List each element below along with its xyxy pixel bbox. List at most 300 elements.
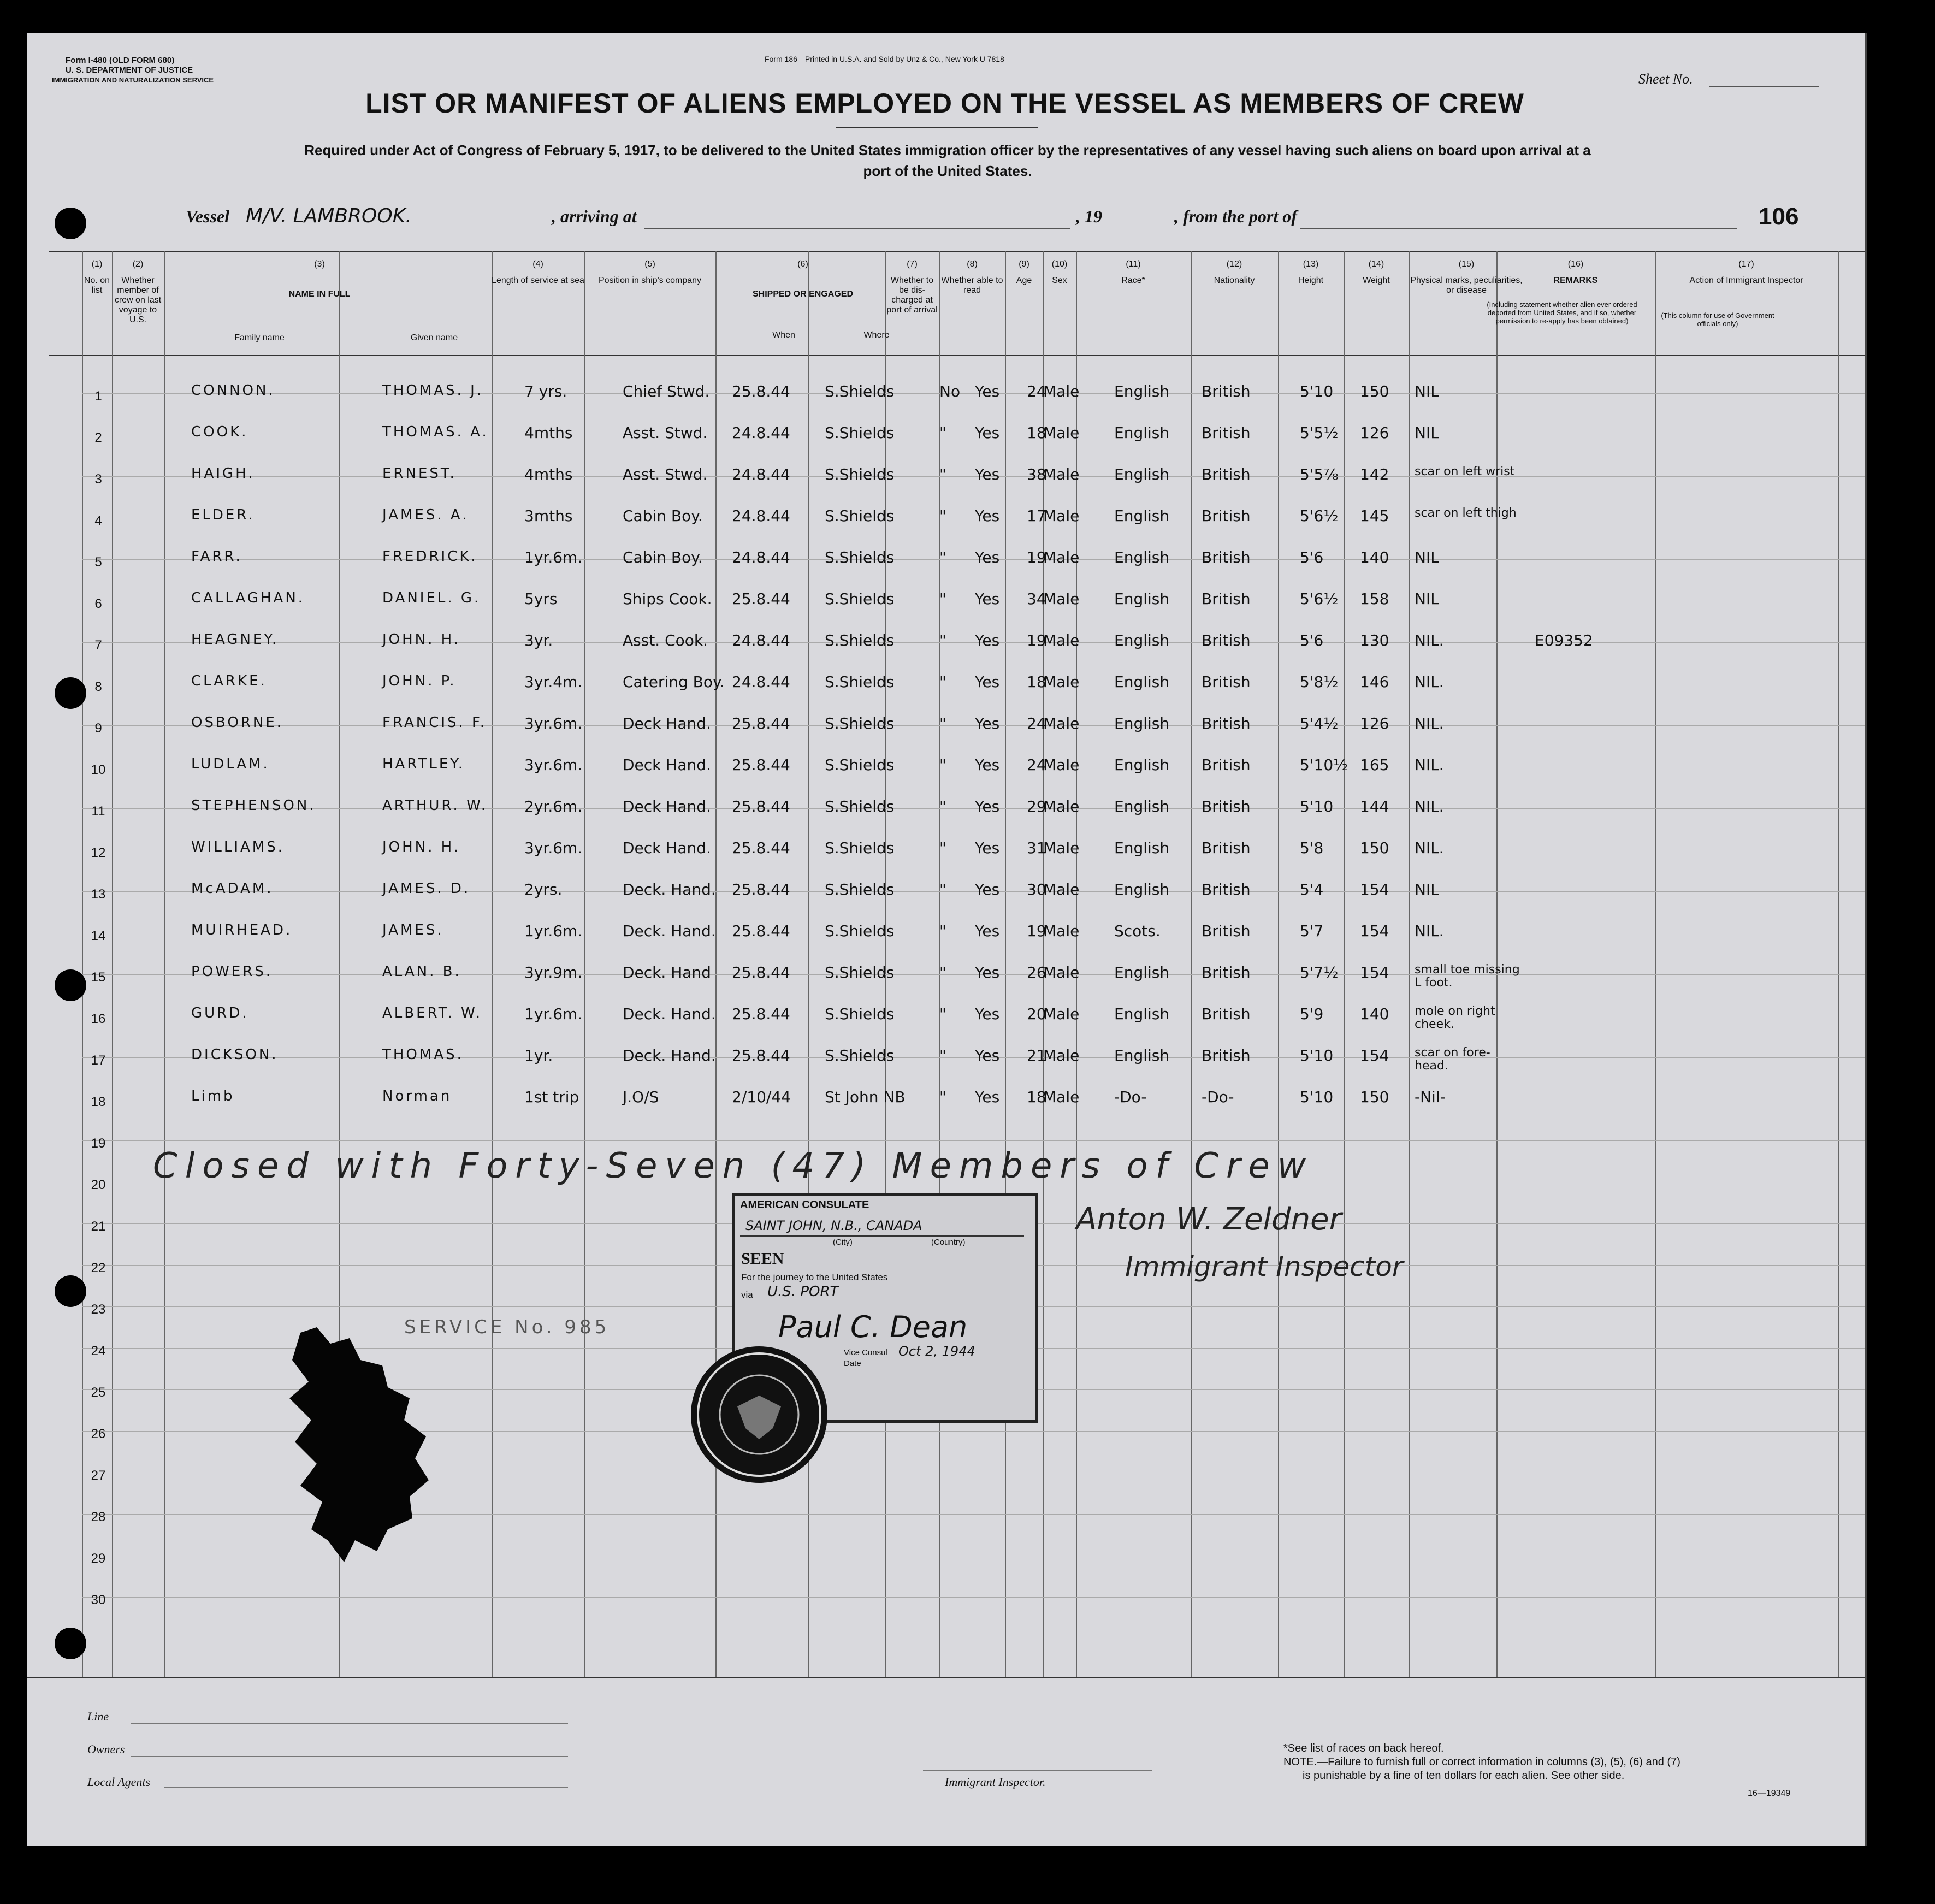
column-rule — [1344, 251, 1345, 1677]
year-label: , 19 — [1076, 206, 1102, 226]
owners-rule — [131, 1756, 568, 1757]
sheet-dotted-line — [1709, 86, 1819, 87]
able-to-read: Yes — [975, 1088, 1000, 1106]
closing-note: Closed with Forty-Seven (47) Members of Crew — [153, 1146, 1314, 1186]
embossed-seal-icon — [279, 1322, 437, 1573]
age: 31 — [1027, 839, 1046, 857]
stamp-journey: For the journey to the United States — [741, 1272, 888, 1282]
row-number: 13 — [91, 887, 106, 902]
family-name: FARR. — [191, 548, 242, 565]
sex: Male — [1043, 1005, 1080, 1023]
row-number: 2 — [94, 430, 102, 445]
table-bottom-rule — [27, 1677, 1865, 1678]
shipped-when: 25.8.44 — [732, 382, 790, 400]
service-length: 3yr.4m. — [524, 673, 583, 691]
position: Deck. Hand. — [623, 922, 716, 940]
weight: 126 — [1360, 714, 1389, 732]
able-to-read: Yes — [975, 631, 1000, 649]
row-number: 17 — [91, 1053, 106, 1068]
discharge-flag: " — [939, 673, 946, 691]
service-length: 3yr.6m. — [524, 839, 583, 857]
weight: 144 — [1360, 797, 1389, 815]
column-number: (3) — [314, 259, 325, 269]
age: 24 — [1027, 756, 1046, 774]
shipped-when: 24.8.44 — [732, 673, 790, 691]
weight: 150 — [1360, 839, 1389, 857]
shipped-when: 25.8.44 — [732, 756, 790, 774]
service-length: 4mths — [524, 424, 573, 442]
sex: Male — [1043, 424, 1080, 442]
nationality: British — [1202, 382, 1251, 400]
family-name: MUIRHEAD. — [191, 922, 293, 938]
column-label: Race* — [1121, 276, 1145, 285]
subtitle-line2: port of the United States. — [863, 163, 1032, 179]
able-to-read: Yes — [975, 382, 1000, 400]
shipped-where: S.Shields — [825, 963, 895, 981]
physical-marks: mole on right cheek. — [1415, 1004, 1495, 1031]
height: 5'6 — [1300, 548, 1324, 566]
shipped-when: 25.8.44 — [732, 590, 790, 608]
nationality: British — [1202, 963, 1251, 981]
family-name: DICKSON. — [191, 1046, 279, 1063]
race: English — [1114, 382, 1170, 400]
shipped-where: S.Shields — [825, 507, 895, 525]
family-name: OSBORNE. — [191, 714, 284, 731]
age: 17 — [1027, 507, 1046, 525]
stamp-header: AMERICAN CONSULATE — [740, 1199, 869, 1211]
footer-owners-label: Owners — [87, 1742, 125, 1756]
dept-name: U. S. DEPARTMENT OF JUSTICE — [66, 66, 193, 75]
row-number: 27 — [91, 1468, 106, 1483]
row-rule — [82, 891, 1865, 892]
weight: 154 — [1360, 880, 1389, 898]
sex: Male — [1043, 507, 1080, 525]
physical-marks: NIL. — [1415, 922, 1444, 940]
given-name: JAMES. — [382, 922, 444, 938]
discharge-flag: " — [939, 714, 946, 732]
position: Deck. Hand. — [623, 880, 716, 898]
shipped-when: 24.8.44 — [732, 507, 790, 525]
weight: 130 — [1360, 631, 1389, 649]
position: Deck. Hand — [623, 963, 711, 981]
discharge-flag: " — [939, 465, 946, 483]
position: Deck Hand. — [623, 839, 711, 857]
row-number: 8 — [94, 679, 102, 694]
manifest-page — [27, 33, 1867, 1846]
service-length: 2yr.6m. — [524, 797, 583, 815]
service-length: 1yr.6m. — [524, 922, 583, 940]
sex: Male — [1043, 963, 1080, 981]
race: English — [1114, 714, 1170, 732]
height: 5'5⅞ — [1300, 465, 1339, 483]
column-number: (2) — [132, 259, 144, 269]
table-top-rule — [49, 251, 1865, 252]
given-name: THOMAS. A. — [382, 424, 489, 440]
race: English — [1114, 465, 1170, 483]
stamp-date-label: Date — [844, 1359, 861, 1368]
given-name: HARTLEY. — [382, 756, 465, 772]
physical-marks: NIL. — [1415, 714, 1444, 732]
column-number: (10) — [1051, 259, 1068, 269]
family-name: GURD. — [191, 1005, 249, 1021]
nationality: British — [1202, 590, 1251, 608]
race: English — [1114, 548, 1170, 566]
height: 5'10 — [1300, 382, 1334, 400]
position: Cabin Boy. — [623, 548, 703, 566]
shipped-where: S.Shields — [825, 631, 895, 649]
column-label: Height — [1298, 276, 1324, 285]
column-number: (12) — [1226, 259, 1242, 269]
family-name: HEAGNEY. — [191, 631, 279, 648]
row-number: 12 — [91, 845, 106, 860]
height: 5'9 — [1300, 1005, 1324, 1023]
discharge-flag: " — [939, 756, 946, 774]
shipped-where: S.Shields — [825, 590, 895, 608]
weight: 145 — [1360, 507, 1389, 525]
height: 5'7½ — [1300, 963, 1339, 981]
height: 5'8½ — [1300, 673, 1339, 691]
discharge-flag: " — [939, 922, 946, 940]
height: 5'8 — [1300, 839, 1324, 857]
binder-hole — [55, 677, 86, 709]
stamp-date-value: Oct 2, 1944 — [898, 1344, 975, 1359]
weight: 140 — [1360, 548, 1389, 566]
column-number: (16) — [1567, 259, 1584, 269]
shipped-where: S.Shields — [825, 714, 895, 732]
row-number: 21 — [91, 1219, 106, 1234]
column-label: NAME IN FULL — [288, 289, 351, 299]
row-number: 14 — [91, 929, 106, 943]
race: English — [1114, 839, 1170, 857]
position: J.O/S — [623, 1088, 659, 1106]
where-header: Where — [863, 330, 890, 340]
shipped-when: 25.8.44 — [732, 922, 790, 940]
shipped-when: 2/10/44 — [732, 1088, 791, 1106]
race: English — [1114, 507, 1170, 525]
nationality: British — [1202, 1046, 1251, 1065]
service-length: 1yr. — [524, 1046, 553, 1065]
discharge-flag: " — [939, 631, 946, 649]
inspector-rule — [923, 1770, 1152, 1771]
age: 18 — [1027, 673, 1046, 691]
position: Ships Cook. — [623, 590, 712, 608]
row-number: 29 — [91, 1551, 106, 1566]
column-rule — [112, 251, 113, 1677]
height: 5'6½ — [1300, 507, 1339, 525]
sex: Male — [1043, 1046, 1080, 1065]
given-name: JOHN. P. — [382, 673, 457, 689]
position: Asst. Stwd. — [623, 424, 708, 442]
discharge-flag: " — [939, 548, 946, 566]
nationality: British — [1202, 631, 1251, 649]
able-to-read: Yes — [975, 590, 1000, 608]
discharge-flag: No — [939, 382, 961, 400]
service-length: 1yr.6m. — [524, 548, 583, 566]
stamp-place-rule — [740, 1235, 1024, 1237]
footer-note2: NOTE.—Failure to furnish full or correct information in columns (3), (5), (6) and (7) — [1283, 1756, 1680, 1768]
arriving-label: , arriving at — [552, 206, 637, 226]
able-to-read: Yes — [975, 756, 1000, 774]
column-rule — [1655, 251, 1656, 1677]
column-label: No. on list — [84, 276, 110, 295]
given-name: JOHN. H. — [382, 839, 461, 855]
weight: 154 — [1360, 1046, 1389, 1065]
physical-marks: NIL — [1415, 548, 1439, 566]
height: 5'6½ — [1300, 590, 1339, 608]
inspector-title-handwritten: Immigrant Inspector — [1125, 1251, 1404, 1282]
column-label: Whether to be dis-charged at port of arrival — [886, 276, 938, 315]
family-name: COOK. — [191, 424, 248, 440]
nationality: British — [1202, 922, 1251, 940]
column-label: Whether member of crew on last voyage to U.S. — [114, 276, 162, 324]
service-length: 3mths — [524, 507, 573, 525]
family-name: WILLIAMS. — [191, 839, 285, 855]
height: 5'10½ — [1300, 756, 1348, 774]
stamp-place: SAINT JOHN, N.B., CANADA — [745, 1218, 922, 1233]
weight: 154 — [1360, 963, 1389, 981]
nationality: British — [1202, 465, 1251, 483]
able-to-read: Yes — [975, 963, 1000, 981]
binder-hole — [55, 1628, 86, 1659]
service-length: 7 yrs. — [524, 382, 567, 400]
physical-marks: scar on left wrist — [1415, 465, 1515, 478]
discharge-flag: " — [939, 507, 946, 525]
column-number: (4) — [532, 259, 543, 269]
age: 19 — [1027, 548, 1046, 566]
able-to-read: Yes — [975, 880, 1000, 898]
row-number: 11 — [91, 804, 105, 819]
footer-note3: is punishable by a fine of ten dollars for each alien. See other side. — [1303, 1770, 1625, 1782]
race: Scots. — [1114, 922, 1161, 940]
inspector-signature: Anton W. Zeldner — [1076, 1202, 1342, 1237]
stamp-via-value: U.S. PORT — [767, 1284, 839, 1300]
discharge-flag: " — [939, 1046, 946, 1065]
physical-marks: NIL. — [1415, 631, 1444, 649]
age: 19 — [1027, 631, 1046, 649]
position: Deck. Hand. — [623, 1005, 716, 1023]
race: English — [1114, 756, 1170, 774]
able-to-read: Yes — [975, 465, 1000, 483]
footer-line-label: Line — [87, 1710, 109, 1723]
row-number: 9 — [94, 721, 102, 736]
row-number: 28 — [91, 1510, 106, 1524]
sex: Male — [1043, 839, 1080, 857]
given-name: ALAN. B. — [382, 963, 461, 980]
family-name: CONNON. — [191, 382, 275, 399]
row-rule — [82, 725, 1865, 726]
position: Cabin Boy. — [623, 507, 703, 525]
row-number: 19 — [91, 1136, 106, 1151]
sex: Male — [1043, 880, 1080, 898]
nationality: British — [1202, 424, 1251, 442]
shipped-when: 25.8.44 — [732, 714, 790, 732]
discharge-flag: " — [939, 424, 946, 442]
column-number: (15) — [1458, 259, 1475, 269]
shipped-when: 24.8.44 — [732, 548, 790, 566]
service-length: 5yrs — [524, 590, 558, 608]
column-number: (7) — [907, 259, 918, 269]
race: English — [1114, 880, 1170, 898]
column-rule — [164, 251, 165, 1677]
shipped-when: 24.8.44 — [732, 424, 790, 442]
shipped-when: 25.8.44 — [732, 880, 790, 898]
row-rule — [82, 1597, 1865, 1598]
stamp-via-label: via — [741, 1290, 753, 1300]
able-to-read: Yes — [975, 839, 1000, 857]
given-name: ALBERT. W. — [382, 1005, 483, 1021]
shipped-where: S.Shields — [825, 839, 895, 857]
column-number: (9) — [1019, 259, 1029, 269]
age: 34 — [1027, 590, 1046, 608]
physical-marks: NIL — [1415, 590, 1439, 608]
column-rule — [82, 251, 83, 1677]
row-rule — [82, 1140, 1865, 1141]
column-label: Sex — [1052, 276, 1067, 285]
nationality: British — [1202, 880, 1251, 898]
service-length: 1yr.6m. — [524, 1005, 583, 1023]
family-name: McADAM. — [191, 880, 274, 897]
sex: Male — [1043, 797, 1080, 815]
column-rule — [1409, 251, 1410, 1677]
shipped-when: 25.8.44 — [732, 839, 790, 857]
shipped-when: 25.8.44 — [732, 797, 790, 815]
sex: Male — [1043, 382, 1080, 400]
sex: Male — [1043, 714, 1080, 732]
age: 21 — [1027, 1046, 1046, 1065]
service-length: 4mths — [524, 465, 573, 483]
row-rule — [82, 393, 1865, 394]
race: English — [1114, 590, 1170, 608]
sex: Male — [1043, 922, 1080, 940]
column-rule — [1278, 251, 1279, 1677]
shipped-where: St John NB — [825, 1088, 906, 1106]
row-number: 23 — [91, 1302, 106, 1317]
nationality: British — [1202, 797, 1251, 815]
race: English — [1114, 673, 1170, 691]
row-number: 22 — [91, 1261, 106, 1275]
physical-marks: NIL. — [1415, 756, 1444, 774]
service-length: 2yrs. — [524, 880, 563, 898]
race: English — [1114, 797, 1170, 815]
height: 5'10 — [1300, 1088, 1334, 1106]
given-name: Norman — [382, 1088, 452, 1104]
printer-line: Form 186—Printed in U.S.A. and Sold by Unz & Co., New York U 7818 — [765, 55, 1004, 63]
physical-marks: scar on left thigh — [1415, 506, 1517, 520]
nationality: British — [1202, 756, 1251, 774]
nationality: British — [1202, 673, 1251, 691]
from-port-label: , from the port of — [1174, 206, 1297, 226]
footer-agents-label: Local Agents — [87, 1775, 151, 1789]
vessel-name: M/V. LAMBROOK. — [246, 205, 412, 227]
height: 5'4 — [1300, 880, 1324, 898]
shipped-where: S.Shields — [825, 382, 895, 400]
action-note: (This column for use of Government officials only) — [1661, 311, 1774, 328]
given-name: THOMAS. J. — [382, 382, 484, 399]
column-label: Position in ship's company — [598, 276, 702, 285]
column-label: Age — [1016, 276, 1032, 285]
row-number: 30 — [91, 1593, 106, 1607]
column-rule — [1838, 251, 1839, 1677]
column-label: Physical marks, peculiarities, or disease — [1410, 276, 1523, 295]
shipped-where: S.Shields — [825, 1046, 895, 1065]
nationality: -Do- — [1202, 1088, 1234, 1106]
discharge-flag: " — [939, 839, 946, 857]
weight: 140 — [1360, 1005, 1389, 1023]
weight: 126 — [1360, 424, 1389, 442]
title-rule — [836, 127, 1038, 128]
column-label: Nationality — [1214, 276, 1255, 285]
able-to-read: Yes — [975, 1046, 1000, 1065]
able-to-read: Yes — [975, 548, 1000, 566]
column-rule — [492, 251, 493, 1677]
weight: 165 — [1360, 756, 1389, 774]
height: 5'6 — [1300, 631, 1324, 649]
physical-marks: small toe missing L foot. — [1415, 963, 1520, 990]
height: 5'4½ — [1300, 714, 1339, 732]
able-to-read: Yes — [975, 507, 1000, 525]
weight: 158 — [1360, 590, 1389, 608]
column-label: Length of service at sea — [492, 276, 584, 285]
column-number: (6) — [797, 259, 808, 269]
family-name: CLARKE. — [191, 673, 267, 689]
agents-rule — [164, 1787, 568, 1788]
position: Asst. Stwd. — [623, 465, 708, 483]
race: English — [1114, 631, 1170, 649]
row-number: 15 — [91, 970, 106, 985]
service-length: 3yr.6m. — [524, 714, 583, 732]
shipped-when: 24.8.44 — [732, 465, 790, 483]
able-to-read: Yes — [975, 714, 1000, 732]
row-number: 10 — [91, 762, 106, 777]
row-number: 16 — [91, 1012, 106, 1026]
shipped-where: S.Shields — [825, 548, 895, 566]
consulate-seal — [691, 1346, 827, 1483]
given-name: ARTHUR. W. — [382, 797, 488, 814]
sex: Male — [1043, 590, 1080, 608]
family-name: POWERS. — [191, 963, 273, 980]
row-number: 6 — [94, 596, 102, 611]
shipped-where: S.Shields — [825, 797, 895, 815]
form-id: Form I-480 (OLD FORM 680) — [66, 56, 175, 65]
footer-note1: *See list of races on back hereof. — [1283, 1742, 1444, 1754]
physical-marks: NIL. — [1415, 839, 1444, 857]
given-name: ERNEST. — [382, 465, 457, 482]
weight: 146 — [1360, 673, 1389, 691]
column-label: SHIPPED OR ENGAGED — [752, 289, 854, 299]
given-name: DANIEL. G. — [382, 590, 481, 606]
sex: Male — [1043, 756, 1080, 774]
height: 5'10 — [1300, 1046, 1334, 1065]
physical-marks: -Nil- — [1415, 1088, 1446, 1106]
binder-hole — [55, 969, 86, 1001]
sex: Male — [1043, 465, 1080, 483]
discharge-flag: " — [939, 880, 946, 898]
given-name: JAMES. A. — [382, 507, 469, 523]
race: English — [1114, 424, 1170, 442]
seal-eagle-icon — [691, 1346, 827, 1483]
able-to-read: Yes — [975, 922, 1000, 940]
column-label: Action of Immigrant Inspector — [1689, 276, 1803, 285]
row-rule — [82, 642, 1865, 643]
discharge-flag: " — [939, 797, 946, 815]
service-name: IMMIGRATION AND NATURALIZATION SERVICE — [52, 76, 214, 84]
row-rule — [82, 559, 1865, 560]
footer-code: 16—19349 — [1748, 1789, 1791, 1798]
remarks: E09352 — [1535, 631, 1593, 649]
age: 18 — [1027, 1088, 1046, 1106]
physical-marks: NIL — [1415, 382, 1439, 400]
row-number: 18 — [91, 1095, 106, 1109]
